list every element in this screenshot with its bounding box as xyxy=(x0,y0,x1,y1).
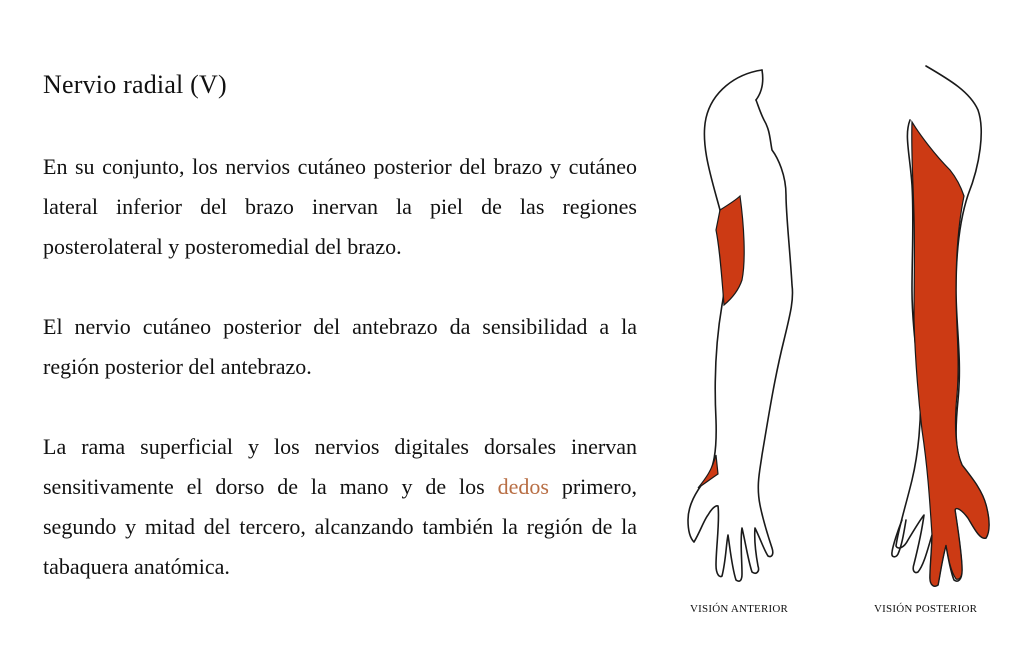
paragraph-hand-after: primero, segundo y mitad del tercero, alcanzando también la región de la tabaquera anatómica. xyxy=(43,474,637,579)
paragraph-forearm: El nervio cutáneo posterior del antebrazo da sensibilidad a la región posterior del antebrazo. xyxy=(43,314,637,379)
dedos-link[interactable]: dedos xyxy=(497,474,549,499)
paragraph-hand-before: La rama superficial y los nervios digitales dorsales inervan sensitivamente el dorso de la mano y de los xyxy=(43,434,637,499)
anterior-arm-inner-line xyxy=(756,70,763,100)
paragraph-arm: En su conjunto, los nervios cutáneo posterior del brazo y cutáneo lateral inferior del brazo inervan la piel de las regiones posterolateral y posteromedial del brazo. xyxy=(43,154,637,259)
caption-posterior: VISIÓN POSTERIOR xyxy=(874,603,978,615)
anterior-arm-region xyxy=(716,196,744,305)
anterior-wrist-region xyxy=(698,455,718,488)
posterior-finger-left xyxy=(892,520,906,557)
caption-anterior: VISIÓN ANTERIOR xyxy=(690,603,789,615)
page-title: Nervio radial (V) xyxy=(43,70,227,99)
anterior-arm-outline xyxy=(688,70,793,581)
